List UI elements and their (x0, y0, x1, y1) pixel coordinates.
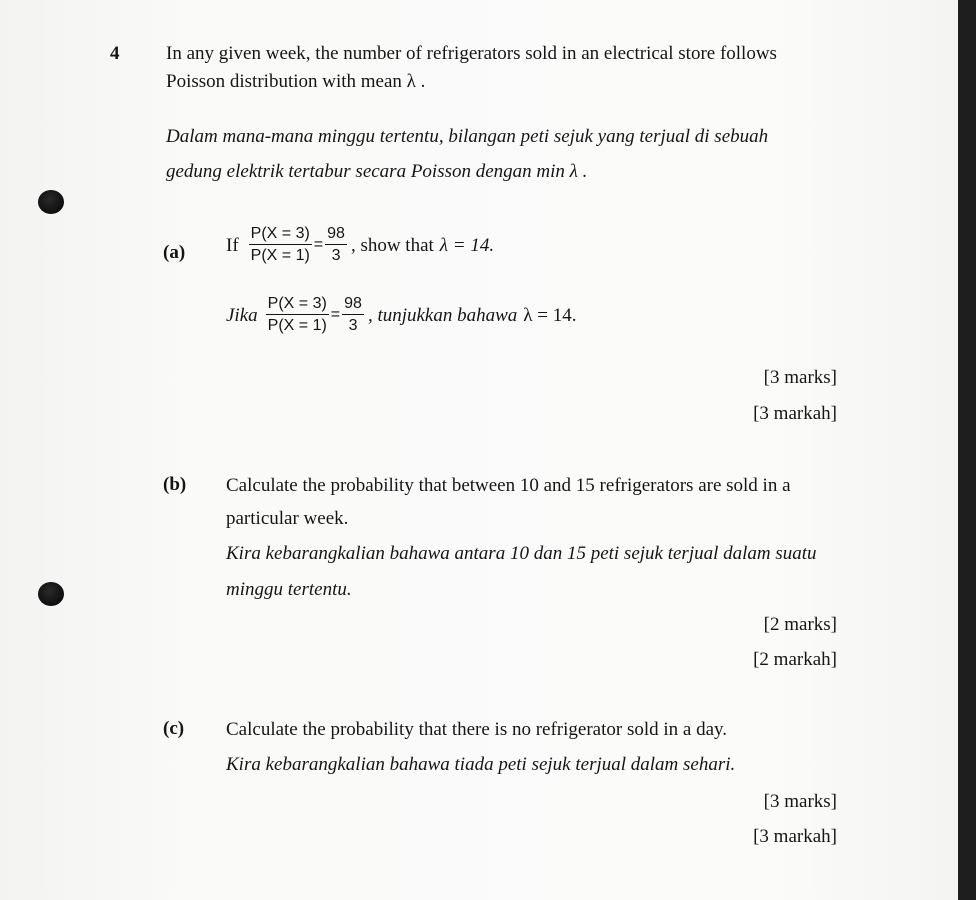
probability-ratio (249, 226, 312, 264)
part-a-en-line (226, 226, 494, 264)
value-numerator: 98 (325, 226, 347, 245)
part-c-en-line: Calculate the probability that there is no refrigerator sold in a day. (226, 719, 728, 740)
probability-ratio-ms (266, 296, 329, 334)
part-a-marks-ms: [3 markah] (753, 403, 837, 424)
if-word: If (226, 234, 239, 256)
value-numerator-ms: 98 (342, 296, 364, 315)
part-c-ms-line: Kira kebarangkalian bahawa tiada peti sejuk terjual dalam sehari. (226, 754, 736, 775)
intro-ms-line2: gedung elektrik tertabur secara Poisson dengan min λ . (166, 161, 588, 182)
part-c-label: (c) (163, 718, 185, 739)
part-c-marks-en: [3 marks] (763, 791, 837, 812)
equals-sign-ms: = (330, 306, 341, 323)
lambda-equation-ms: λ = 14. (523, 304, 577, 326)
show-that-text: , show that (350, 234, 434, 256)
part-b-ms-line1: Kira kebarangkalian bahawa antara 10 dan 15 peti sejuk terjual dalam suatu (226, 543, 817, 564)
part-b-en-line2: particular week. (226, 508, 349, 529)
part-b-en-line1: Calculate the probability that between 10 and 15 refrigerators are sold in a (226, 475, 791, 496)
intro-ms-line1: Dalam mana-mana minggu tertentu, bilangan peti sejuk yang terjual di sebuah (166, 126, 769, 147)
value-denominator-ms: 3 (348, 317, 358, 334)
part-c-marks-ms: [3 markah] (753, 826, 837, 847)
part-a-label: (a) (163, 242, 186, 263)
part-a-marks-en: [3 marks] (763, 367, 837, 388)
ratio-numerator: P(X = 3) (249, 226, 312, 245)
part-b-marks-en: [2 marks] (763, 614, 837, 635)
jika-word: Jika (226, 304, 258, 326)
punch-hole-bottom (38, 582, 64, 606)
tunjukkan-text: , tunjukkan bahawa (367, 304, 518, 326)
value-fraction (325, 226, 347, 264)
value-denominator: 3 (331, 247, 341, 264)
intro-en-line1: In any given week, the number of refrigerators sold in an electrical store follows (166, 43, 777, 64)
lambda-equation-en: λ = 14. (439, 234, 495, 256)
intro-en-line2: Poisson distribution with mean λ . (166, 71, 426, 92)
ratio-numerator-ms: P(X = 3) (266, 296, 329, 315)
punch-hole-top (38, 190, 64, 214)
ratio-denominator: P(X = 1) (250, 247, 310, 264)
part-b-marks-ms: [2 markah] (753, 649, 837, 670)
part-b-label: (b) (163, 474, 187, 495)
value-fraction-ms (342, 296, 364, 334)
part-b-ms-line2: minggu tertentu. (226, 579, 352, 600)
ratio-denominator-ms: P(X = 1) (267, 317, 327, 334)
part-a-ms-line (226, 296, 576, 334)
equals-sign: = (313, 236, 324, 253)
question-number: 4 (110, 43, 120, 64)
